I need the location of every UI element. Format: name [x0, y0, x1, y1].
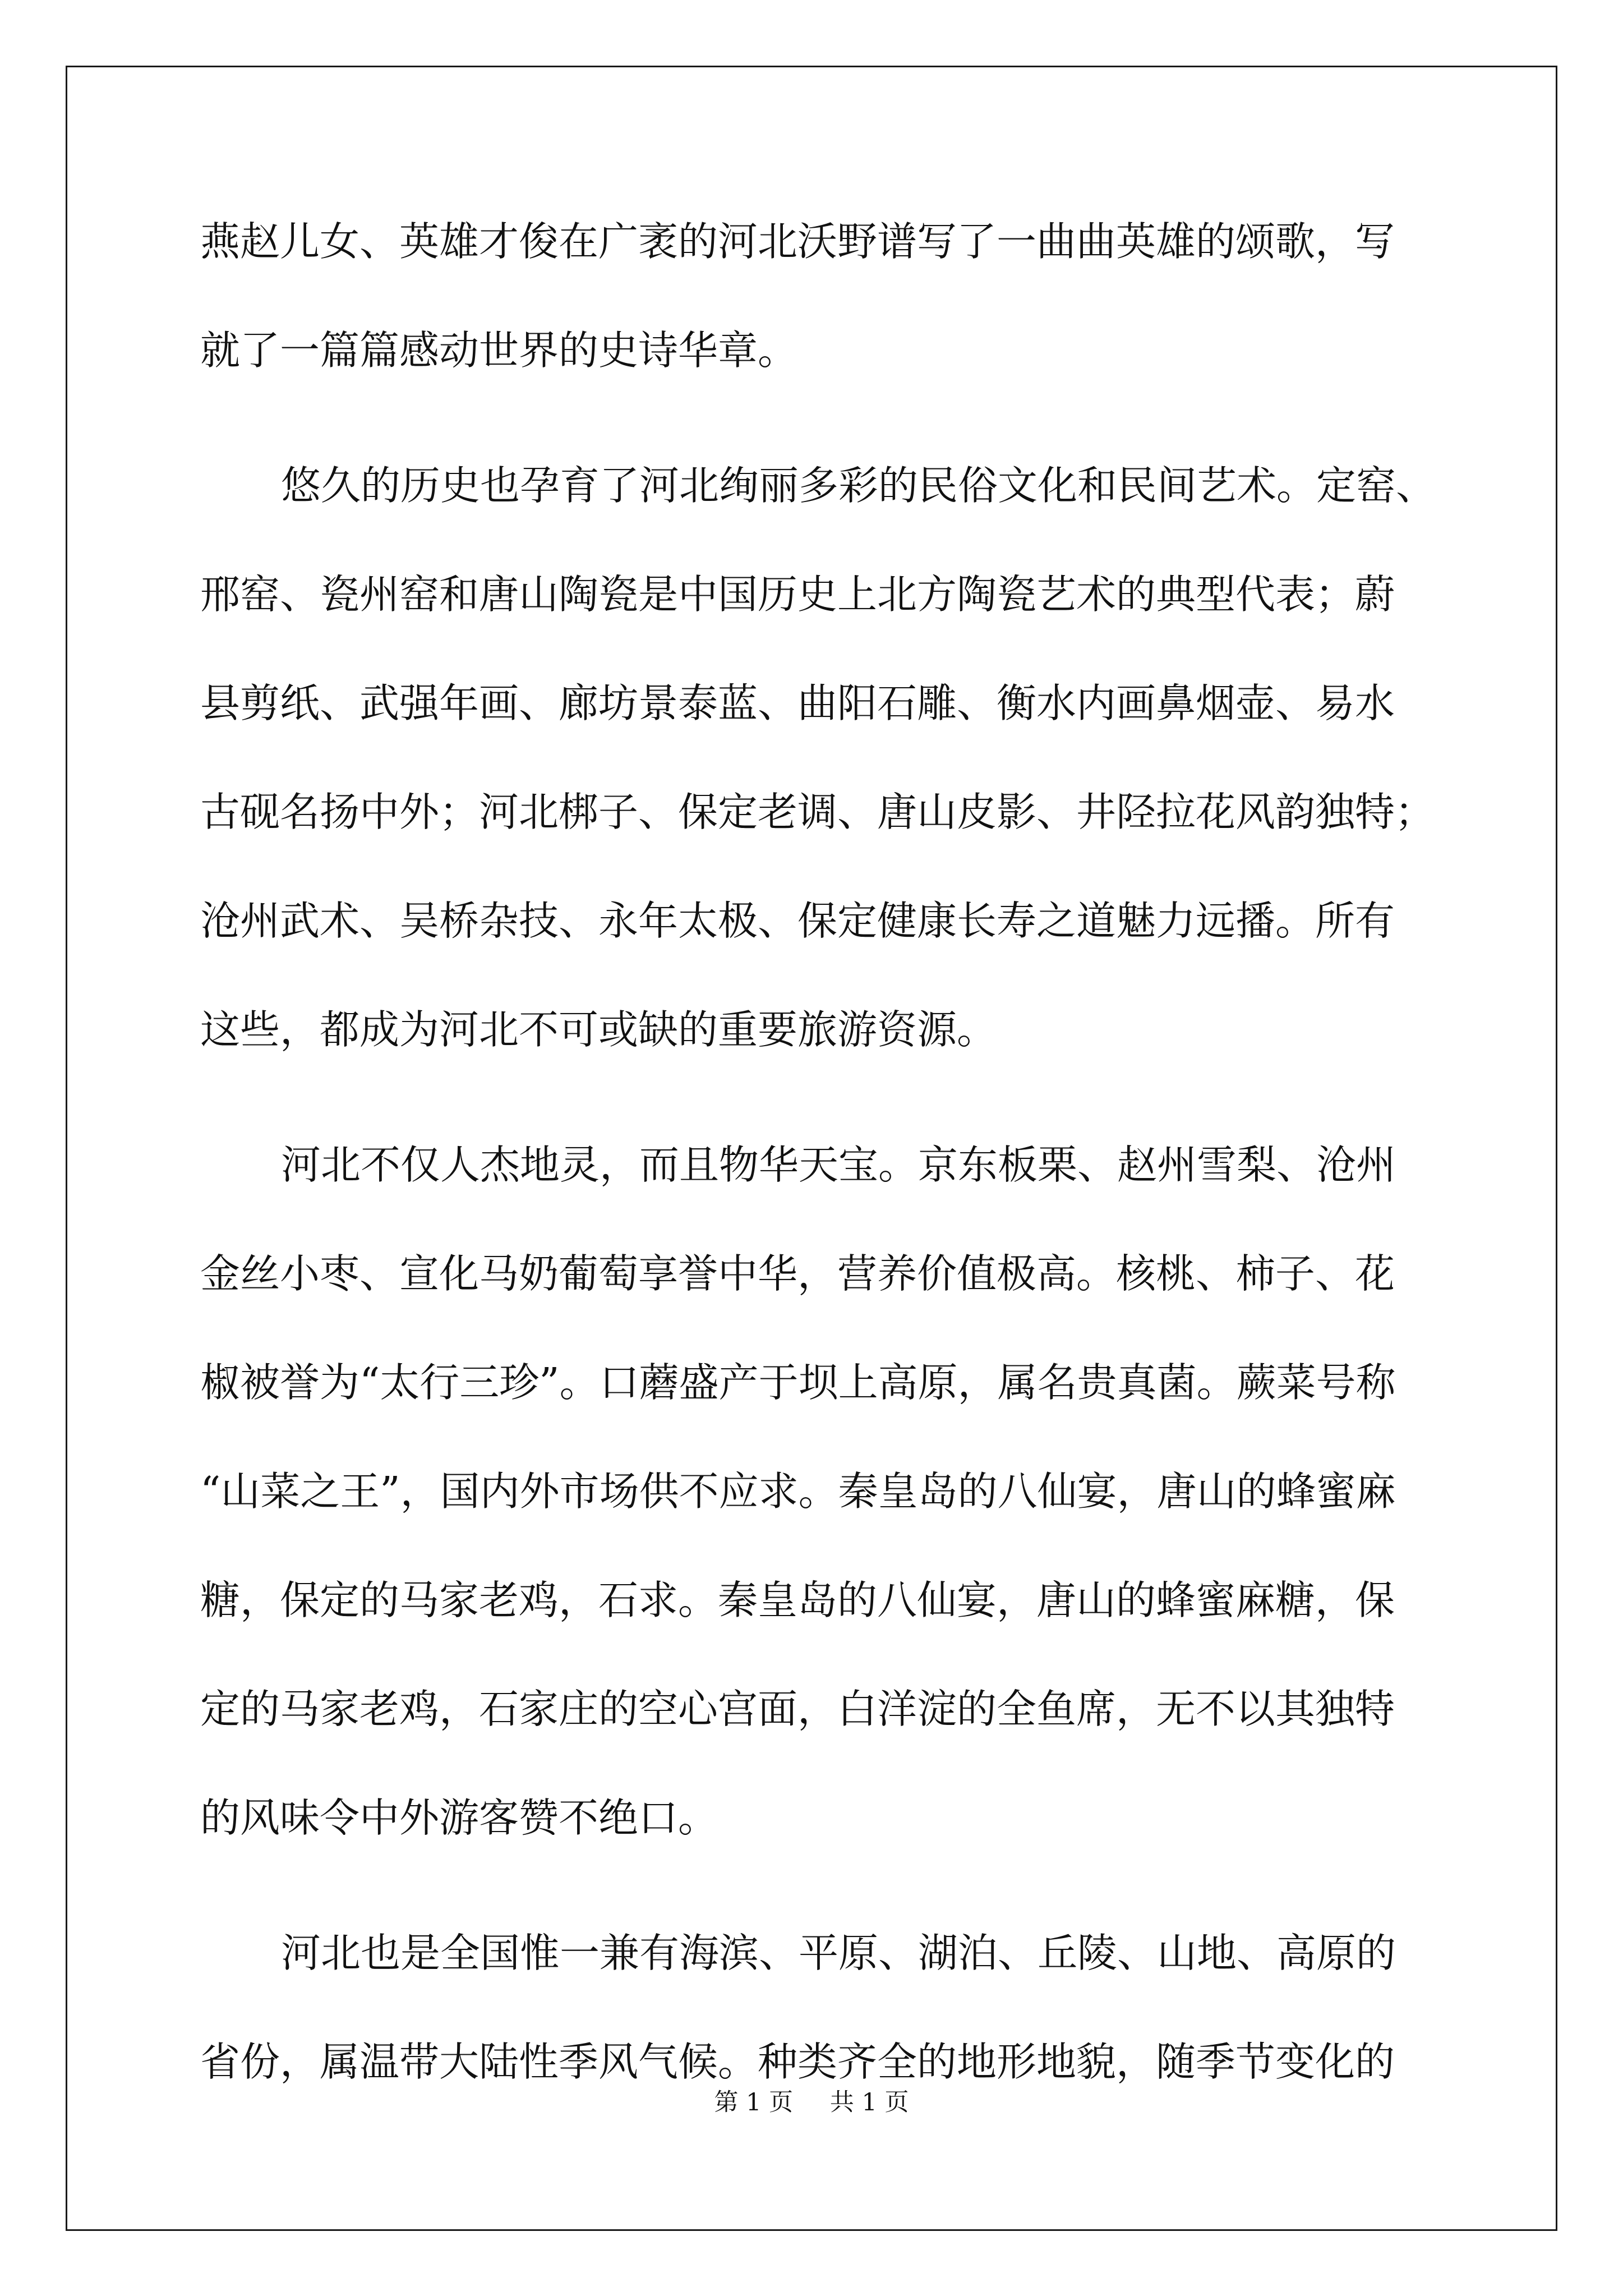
page-number: 第 1 页 [714, 2088, 794, 2116]
text-line: 燕赵儿女、英雄才俊在广袤的河北沃野谱写了一曲曲英雄的颂歌，写 [200, 218, 1395, 265]
text-line: 的风味令中外游客赞不绝口。 [200, 1795, 718, 1841]
text-line: “山菜之王”，国内外市场供不应求。秦皇岛的八仙宴，唐山的蜂蜜麻 [200, 1468, 1396, 1515]
text-line: 古砚名扬中外；河北梆子、保定老调、唐山皮影、井陉拉花风韵独特； [200, 789, 1435, 835]
text-line: 就了一篇篇感动世界的史诗华章。 [200, 327, 798, 374]
page-footer [0, 2086, 1623, 2119]
text-line: 定的马家老鸡，石家庄的空心宫面，白洋淀的全鱼席，无不以其独特 [200, 1686, 1395, 1732]
document-body [200, 216, 1436, 2087]
text-line: 糖，保定的马家老鸡，石求。秦皇岛的八仙宴，唐山的蜂蜜麻糖，保 [200, 1577, 1395, 1623]
text-line: 县剪纸、武强年画、廊坊景泰蓝、曲阳石雕、衡水内画鼻烟壶、易水 [200, 680, 1395, 726]
text-line: 椒被誉为“太行三珍”。口蘑盛产于坝上高原，属名贵真菌。蕨菜号称 [200, 1359, 1396, 1406]
page-total: 共 1 页 [829, 2088, 909, 2116]
text-line: 省份，属温带大陆性季风气候。种类齐全的地形地貌，随季节变化的 [200, 2039, 1395, 2085]
text-line: 邢窑、瓷州窑和唐山陶瓷是中国历史上北方陶瓷艺术的典型代表；蔚 [200, 571, 1395, 618]
text-line: 金丝小枣、宣化马奶葡萄享誉中华，营养价值极高。核桃、柿子、花 [200, 1250, 1395, 1297]
text-line: 沧州武术、吴桥杂技、永年太极、保定健康长寿之道魅力远播。所有 [200, 898, 1395, 944]
text-line: 这些，都成为河北不可或缺的重要旅游资源。 [200, 1006, 997, 1053]
text-line: 河北不仅人杰地灵，而且物华天宝。京东板栗、赵州雪梨、沧州 [281, 1142, 1396, 1188]
text-line: 河北也是全国惟一兼有海滨、平原、湖泊、丘陵、山地、高原的 [281, 1930, 1396, 1976]
text-line: 悠久的历史也孕育了河北绚丽多彩的民俗文化和民间艺术。定窑、 [281, 462, 1436, 509]
